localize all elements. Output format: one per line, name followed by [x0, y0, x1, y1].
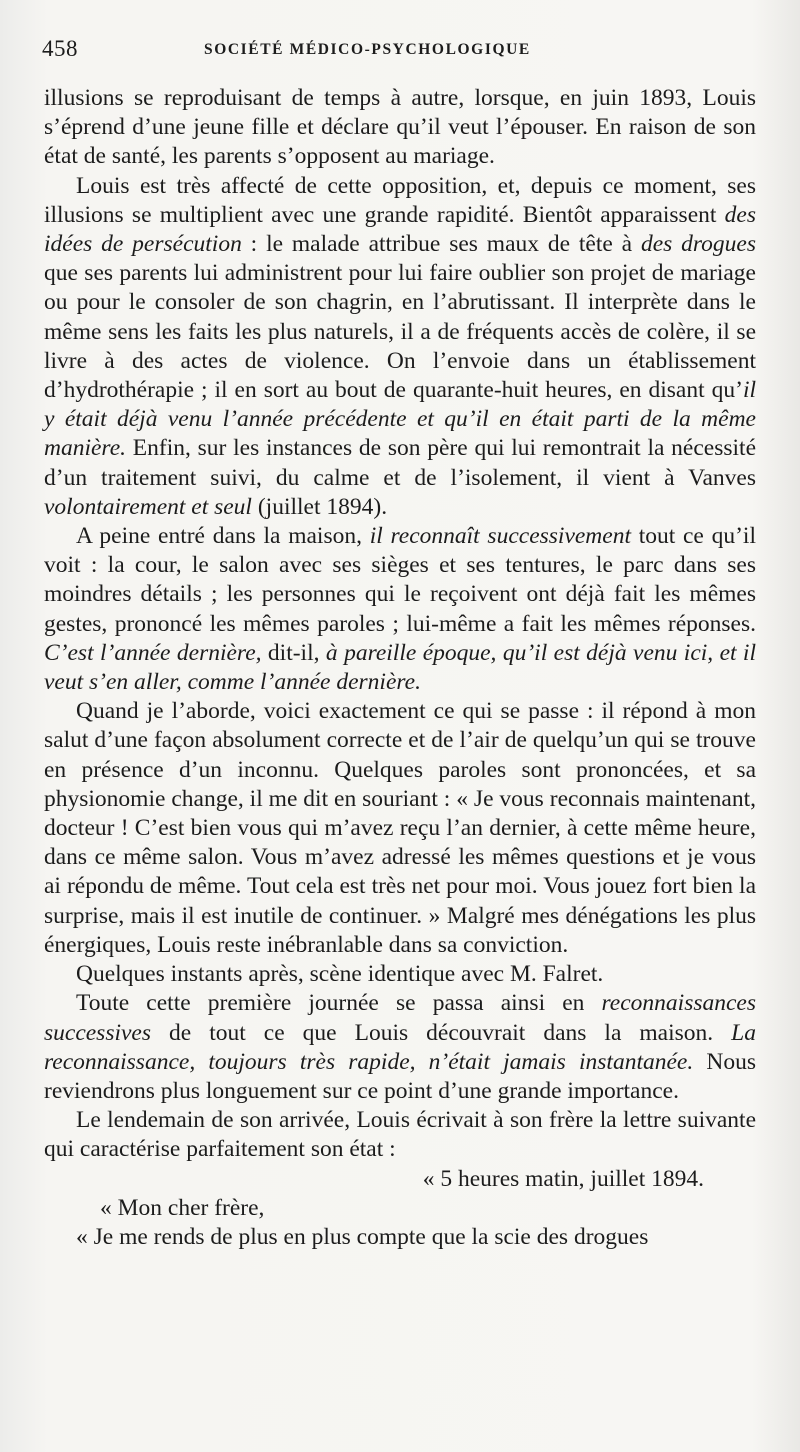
text-segment: de tout ce que Louis découvrait dans la maison.	[151, 1019, 732, 1046]
page-number: 458	[42, 36, 78, 61]
text-segment: « 5 heures matin, juillet 1894.	[422, 1165, 704, 1192]
paragraph-4	[44, 697, 756, 960]
paragraph-1	[44, 84, 756, 172]
text-segment: Louis est très affecté de cette opposition, et, depuis ce moment, ses illusions se multiplient avec une grande rapidité. Bientôt apparaissent	[44, 172, 756, 228]
paragraph-7	[44, 1106, 756, 1164]
paragraph-6	[44, 989, 756, 1106]
running-head: SOCIÉTÉ MÉDICO-PSYCHOLOGIQUE	[204, 41, 531, 58]
italic-text: à pareille époque, qu’il est déjà venu ici, et il veut s’en aller, comme l’année dernière.	[44, 639, 756, 696]
text-segment: Quelques instants après, scène identique avec M. Falret.	[76, 961, 604, 988]
text-segment: A peine entré dans la maison,	[76, 523, 370, 550]
text-segment: Le lendemain de son arrivée, Louis écrivait à son frère la lettre suivante qui caractérise parfaitement son état :	[44, 1107, 756, 1163]
text-segment: illusions se reproduisant de temps à autre, lorsque, en juin 1893, Louis s’éprend d’une jeune fille et déclare qu’il veut l’épouser. En raison de son état de santé, les parents s’opposent au mariage.	[44, 85, 756, 170]
paragraph-2	[44, 172, 756, 522]
text-segment: Toute cette première journée se passa ainsi en	[76, 990, 602, 1017]
text-segment: dit-il,	[261, 639, 326, 666]
italic-text: il reconnaît successivement	[369, 523, 631, 550]
text-segment: : le malade attribue ses maux de tête à	[241, 231, 641, 258]
italic-text: C’est l’année dernière,	[44, 639, 262, 666]
text-segment: tout ce qu’il voit : la cour, le salon avec ses sièges et ses tentures, le parc dans ses moindres détails ; les personnes qui le reçoivent ont déjà fait les mêmes gestes, prononcé les mêmes paroles ; lui-même a fait les mêmes réponses.	[44, 523, 756, 637]
text-segment: « Je me rends de plus en plus compte que la scie des drogues	[76, 1223, 649, 1250]
italic-text: reconnaissances successives	[44, 990, 756, 1046]
letter-date	[44, 1165, 756, 1194]
text-segment: « Mon cher frère,	[100, 1194, 265, 1221]
page-header	[42, 36, 752, 68]
letter-salutation	[44, 1194, 756, 1223]
body-text	[44, 84, 756, 1252]
italic-text: volontairement et seul	[44, 493, 252, 520]
text-segment: que ses parents lui administrent pour lui faire oublier son projet de mariage ou pour le consoler de son chagrin, en l’abrutissant. Il interprète dans le même sens les faits les plus naturels, il a de fréquents accès de colère, il se livre à des actes de violence. On l’envoie dans un établissement d’hydrothérapie ; il en sort au bout de quarante-huit heures, en disant qu’	[44, 260, 756, 404]
italic-text: La reconnaissance, toujours très rapide, n’était jamais instantanée.	[44, 1019, 756, 1075]
text-segment: Quand je l’aborde, voici exactement ce qui se passe : il répond à mon salut d’une façon absolument correcte et de l’air de quelqu’un qui se trouve en présence d’un inconnu. Quelques paroles sont prononcées, et sa physionomie change, il me dit en souriant : « Je vous reconnais maintenant, docteur ! C’est bien vous qui m’avez reçu l’an dernier, à cette même heure, dans ce même salon. Vous m’avez adressé les mêmes questions et je vous ai répondu de même. Tout cela est très net pour moi. Vous jouez fort bien la surprise, mais il est inutile de continuer. » Malgré mes dénégations les plus énergiques, Louis reste inébranlable dans sa conviction.	[44, 698, 756, 958]
italic-text: des drogues	[640, 231, 756, 258]
paragraph-5	[44, 960, 756, 989]
italic-text: il y était déjà venu l’année précédente et qu’il en était parti de la même manière.	[44, 377, 756, 462]
text-segment: Enfin, sur les instances de son père qui lui remontrait la nécessité d’un traitement suivi, du calme et de l’isolement, il vient à Vanves	[44, 435, 756, 491]
text-segment: (juillet 1894).	[251, 493, 388, 520]
letter-first-line	[44, 1223, 756, 1252]
text-segment: Nous reviendrons plus longuement sur ce point d’une grande importance.	[44, 1048, 756, 1104]
paragraph-3	[44, 522, 756, 697]
italic-text: des idées de persécution	[44, 201, 756, 258]
